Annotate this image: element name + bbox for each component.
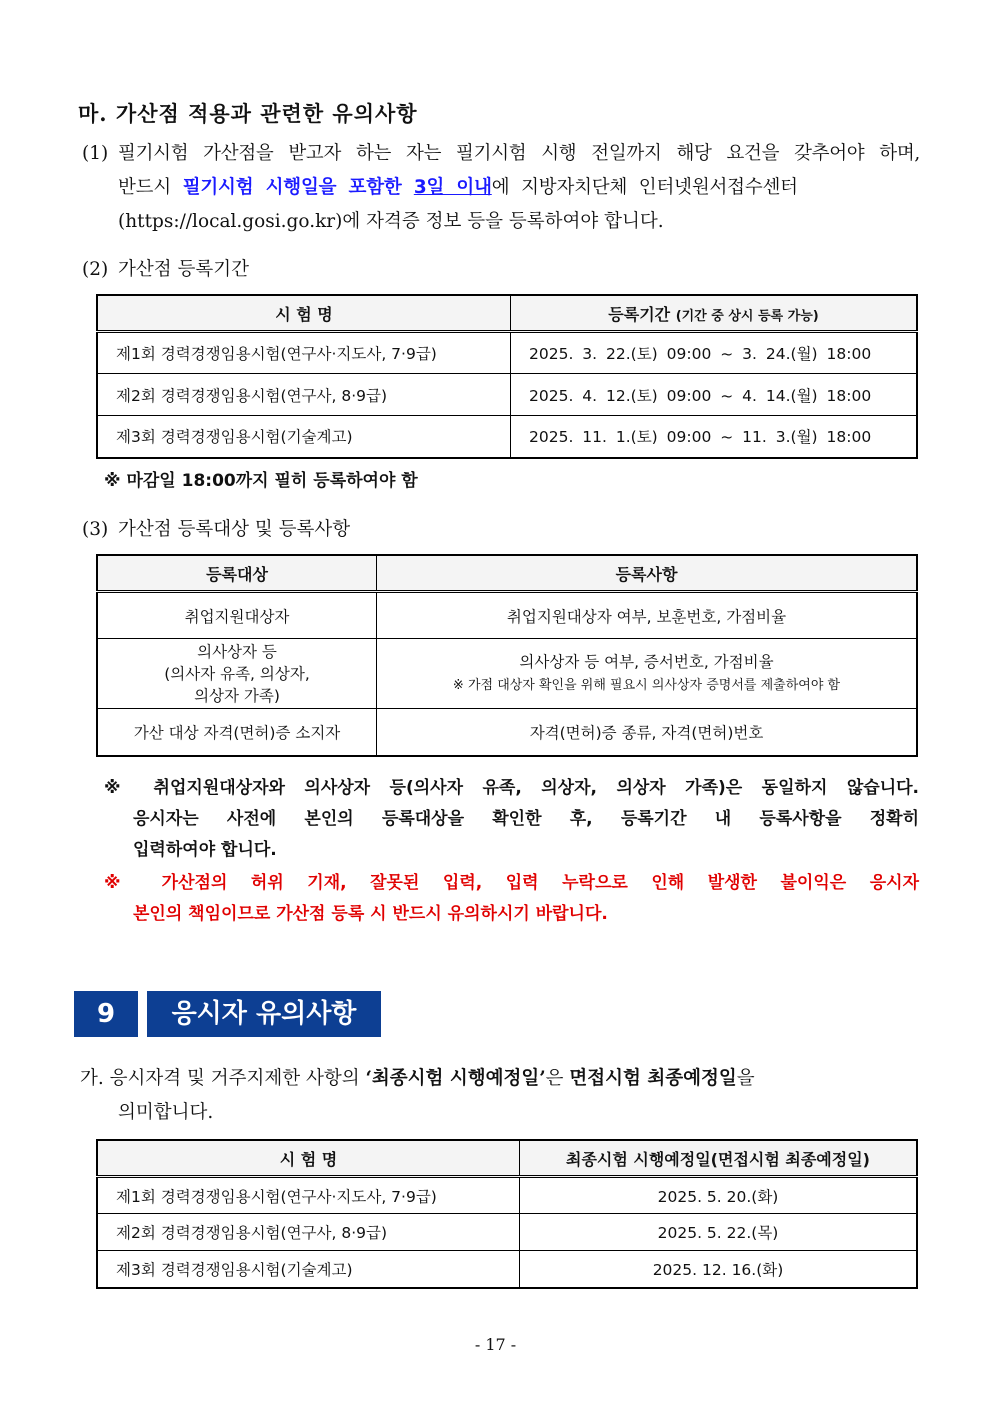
target-name: 의사상자 등 (의사자 유족, 의상자, 의상자 가족) bbox=[97, 639, 377, 709]
table-row bbox=[97, 709, 917, 756]
para3-number: (3) bbox=[82, 519, 109, 540]
table-row bbox=[97, 416, 917, 458]
highlight-3-days: 3일 이내 bbox=[413, 177, 492, 198]
col-header-exam: 시 험 명 bbox=[97, 295, 511, 332]
table-row bbox=[97, 1251, 917, 1288]
final-date: 2025. 5. 22.(목) bbox=[520, 1214, 918, 1251]
exam-name: 제2회 경력경쟁임용시험(연구사, 8·9급) bbox=[97, 374, 511, 416]
section-title-badge: 응시자 유의사항 bbox=[147, 991, 381, 1037]
col-header-items: 등록사항 bbox=[377, 555, 918, 592]
exam-name: 제1회 경력경쟁임용시험(연구사·지도사, 7·9급) bbox=[97, 332, 511, 374]
final-exam-table bbox=[96, 1139, 918, 1289]
table-row bbox=[97, 1177, 917, 1214]
deadline-note: ※ 마감일 18:00까지 필히 등록하여야 함 bbox=[104, 471, 418, 491]
exam-name: 제3회 경력경쟁임용시험(기술계고) bbox=[97, 1251, 520, 1288]
note-red-1: ※ 가산점의 허위 기재, 잘못된 입력, 입력 누락으로 인해 발생한 불이익은 응시자 bbox=[104, 873, 919, 893]
col-header-target: 등록대상 bbox=[97, 555, 377, 592]
note-black-1: ※ 취업지원대상자와 의사상자 등(의사자 유족, 의상자, 의상자 가족)은 동일하지 않습니다. bbox=[104, 778, 919, 798]
registration-target-table bbox=[96, 554, 918, 757]
note-black-2: 응시자는 사전에 본인의 등록대상을 확인한 후, 등록기간 내 등록사항을 정확히 bbox=[133, 809, 919, 829]
final-date: 2025. 12. 16.(화) bbox=[520, 1251, 918, 1288]
table-row bbox=[97, 332, 917, 374]
para1-line2: 반드시 필기시험 시행일을 포함한 3일 이내에 지방자치단체 인터넷원서접수센터 bbox=[118, 177, 798, 198]
target-name: 취업지원대상자 bbox=[97, 592, 377, 639]
table-row bbox=[97, 639, 917, 709]
table-row bbox=[97, 374, 917, 416]
certificate-note: ※ 가점 대상자 확인을 위해 필요시 의사상자 증명서를 제출하여야 함 bbox=[452, 677, 841, 693]
target-items: 의사상자 등 여부, 증서번호, 가점비율 ※ 가점 대상자 확인을 위해 필요시 의사상자 증명서를 제출하여야 함 bbox=[377, 639, 918, 709]
exam-name: 제1회 경력경쟁임용시험(연구사·지도사, 7·9급) bbox=[97, 1177, 520, 1214]
col-header-period: 등록기간 (기간 중 상시 등록 가능) bbox=[511, 295, 918, 332]
note-black-3: 입력하여야 합니다. bbox=[133, 840, 277, 860]
target-name: 가산 대상 자격(면허)증 소지자 bbox=[97, 709, 377, 756]
section-number-badge: 9 bbox=[74, 991, 138, 1037]
table-row bbox=[97, 1214, 917, 1251]
col-header-exam: 시 험 명 bbox=[97, 1140, 520, 1177]
para1-line1: 필기시험 가산점을 받고자 하는 자는 필기시험 시행 전일까지 해당 요건을 갖추어야 하며, bbox=[118, 143, 920, 164]
highlight-exam-day: 필기시험 시행일을 포함한 bbox=[182, 177, 414, 198]
period: 2025. 4. 12.(토) 09:00 ~ 4. 14.(월) 18:00 bbox=[511, 374, 918, 416]
para2-number: (2) bbox=[82, 259, 109, 280]
section-title: 마. 가산점 적용과 관련한 유의사항 bbox=[78, 101, 418, 126]
page-number: - 17 - bbox=[474, 1335, 517, 1354]
para3-title: 가산점 등록대상 및 등록사항 bbox=[118, 519, 351, 540]
table-row bbox=[97, 592, 917, 639]
period: 2025. 11. 1.(토) 09:00 ~ 11. 3.(월) 18:00 bbox=[511, 416, 918, 458]
section9-ga-line2: 의미합니다. bbox=[118, 1102, 214, 1123]
section9-ga-line1: 가. 응시자격 및 거주지제한 사항의 ‘최종시험 시행예정일’은 면접시험 최종예정일을 bbox=[80, 1068, 755, 1089]
para2-title: 가산점 등록기간 bbox=[118, 259, 249, 280]
note-red-2: 본인의 책임이므로 가산점 등록 시 반드시 유의하시기 바랍니다. bbox=[133, 904, 608, 924]
col-header-final-date: 최종시험 시행예정일(면접시험 최종예정일) bbox=[520, 1140, 918, 1177]
final-date: 2025. 5. 20.(화) bbox=[520, 1177, 918, 1214]
para1-line3: (https://local.gosi.go.kr)에 자격증 정보 등을 등록하여야 합니다. bbox=[118, 211, 664, 232]
period: 2025. 3. 22.(토) 09:00 ~ 3. 24.(월) 18:00 bbox=[511, 332, 918, 374]
exam-name: 제3회 경력경쟁임용시험(기술계고) bbox=[97, 416, 511, 458]
target-items: 자격(면허)증 종류, 자격(면허)번호 bbox=[377, 709, 918, 756]
registration-period-table bbox=[96, 294, 918, 459]
para1-number: (1) bbox=[82, 143, 109, 164]
exam-name: 제2회 경력경쟁임용시험(연구사, 8·9급) bbox=[97, 1214, 520, 1251]
target-items: 취업지원대상자 여부, 보훈번호, 가점비율 bbox=[377, 592, 918, 639]
